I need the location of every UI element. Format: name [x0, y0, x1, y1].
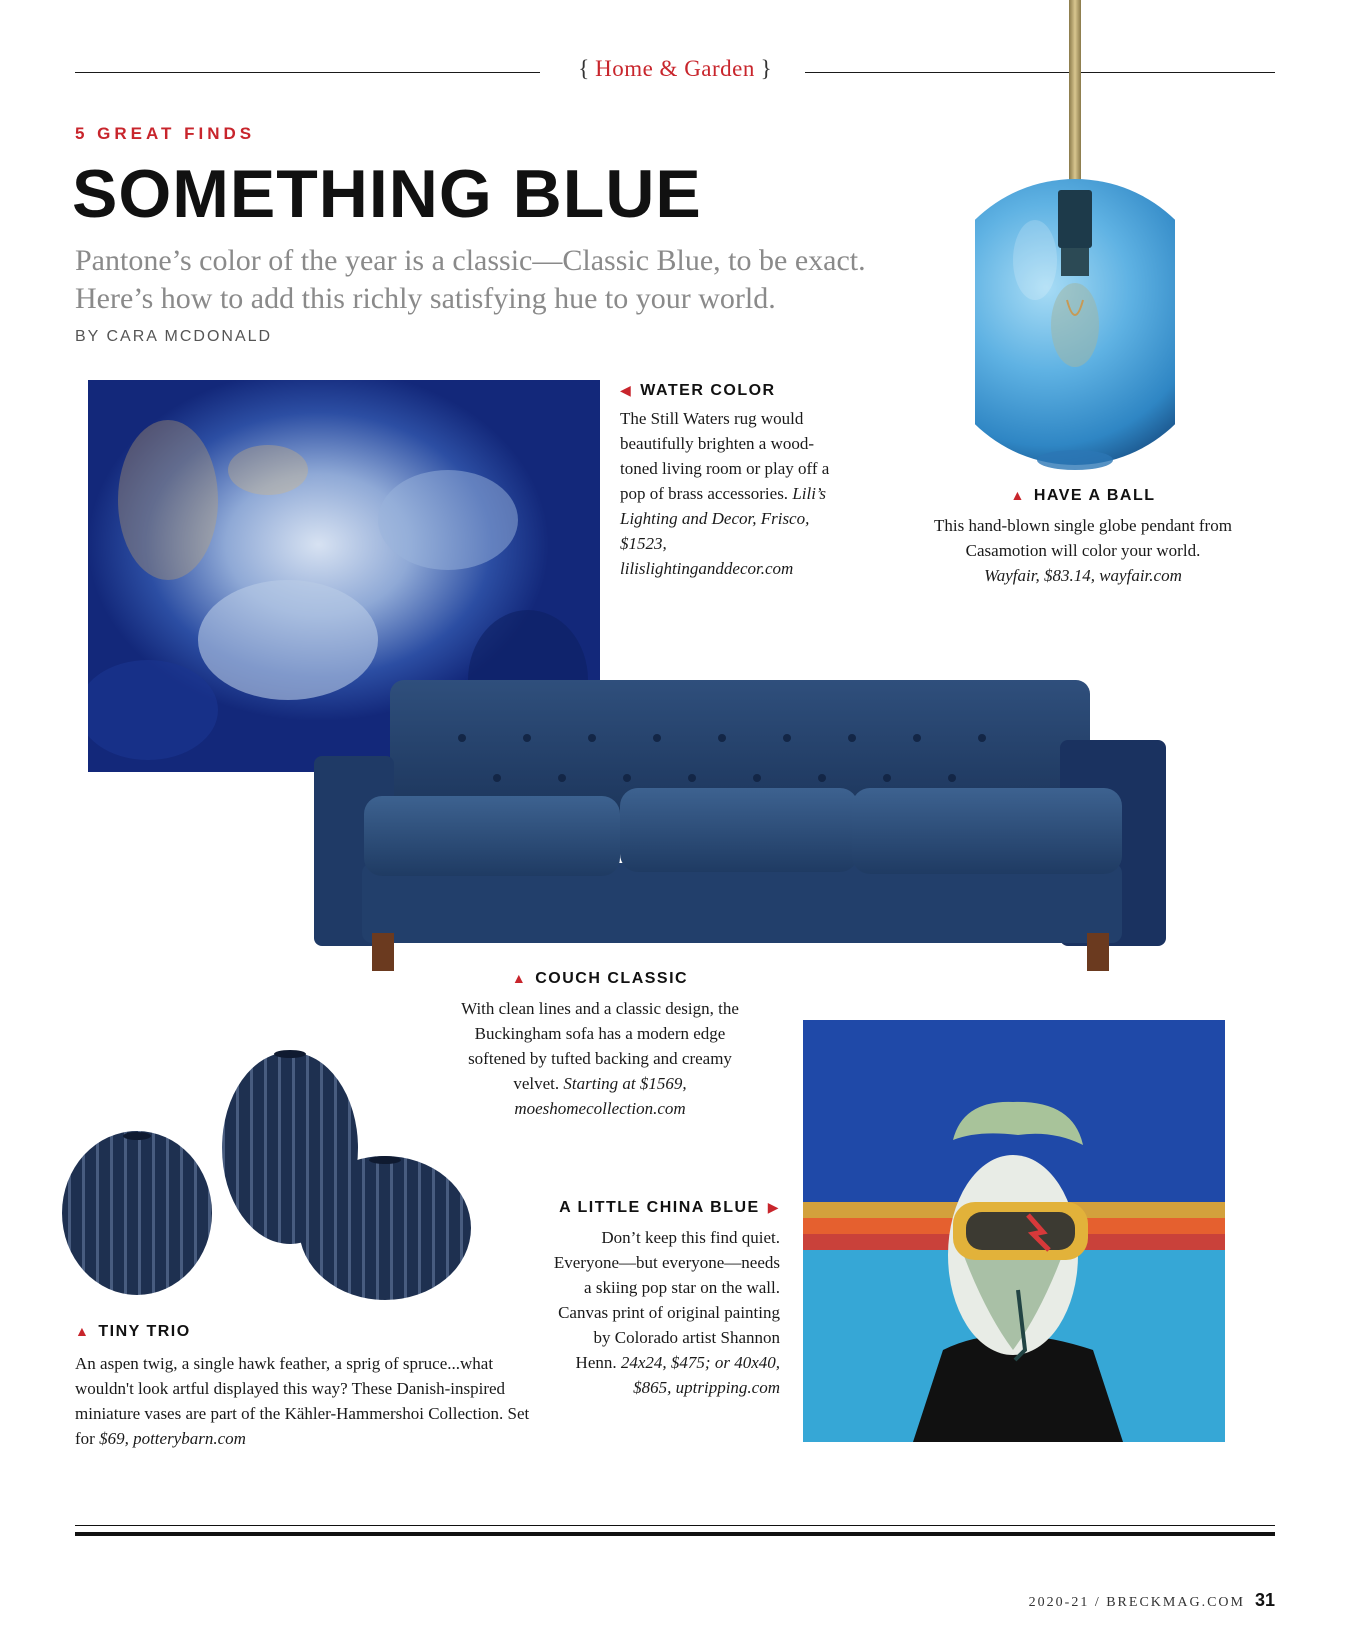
caption-credit: $69, potterybarn.com	[99, 1429, 246, 1448]
section-name: Home & Garden	[595, 56, 755, 81]
section-label	[560, 56, 790, 82]
arrow-up-icon: ▲	[1010, 487, 1026, 503]
caption-heading: ▲ TINY TRIO	[75, 1323, 191, 1340]
caption-couch-classic	[450, 970, 750, 1121]
caption-text: With clean lines and a classic design, the Buckingham sofa has a modern edge softened by tufted backing and creamy velvet.	[461, 999, 739, 1093]
caption-text: Don’t keep this find quiet. Everyone—but everyone—needs a skiing pop star on the wall. Canvas print of original painting by Colorado artist Shannon Henn.	[553, 1228, 780, 1372]
miniature-vases-image	[62, 1048, 474, 1300]
caption-text: An aspen twig, a single hawk feather, a sprig of spruce...what wouldn't look artful displayed this way? These Danish-inspired miniature vases are part of the Kähler-Hammershoi Collection. Set for	[75, 1354, 530, 1448]
caption-heading: ◀ WATER COLOR	[620, 382, 776, 399]
footer-rule-thin	[75, 1525, 1275, 1526]
caption-heading: ▲ COUCH CLASSIC	[511, 970, 689, 987]
buckingham-sofa-image	[312, 678, 1170, 974]
caption-body	[550, 1225, 780, 1400]
page-title: SOMETHING BLUE	[72, 156, 702, 232]
caption-have-a-ball	[928, 487, 1238, 588]
page-number: 31	[1254, 1590, 1275, 1610]
section-brace-close: }	[760, 56, 772, 81]
caption-heading: A LITTLE CHINA BLUE ▶	[559, 1199, 780, 1216]
caption-credit: Lili’s Lighting and Decor, Frisco, $1523, lilislightinganddecor.com	[620, 484, 827, 578]
arrow-right-icon: ▶	[767, 1199, 780, 1215]
caption-credit: Starting at $1569, moeshomecollection.com	[514, 1074, 687, 1118]
globe-pendant-image	[975, 0, 1175, 490]
caption-body	[620, 406, 835, 581]
caption-body	[450, 996, 750, 1121]
arrow-left-icon: ◀	[620, 382, 633, 398]
caption-credit: 24x24, $475; or 40x40, $865, uptripping.com	[620, 1353, 780, 1397]
header-rule-left	[75, 72, 540, 73]
caption-body	[928, 513, 1238, 588]
caption-tiny-trio	[75, 1323, 535, 1451]
caption-heading: ▲ HAVE A BALL	[1010, 487, 1156, 504]
byline: BY CARA MCDONALD	[75, 328, 273, 345]
pop-star-painting-image	[803, 1020, 1225, 1442]
arrow-up-icon: ▲	[511, 970, 528, 986]
kicker: 5 GREAT FINDS	[75, 124, 256, 143]
folio	[1029, 1590, 1275, 1611]
caption-text: This hand-blown single globe pendant from Casamotion will color your world.	[934, 516, 1232, 560]
caption-body	[75, 1351, 535, 1451]
issue-url: 2020-21 / BRECKMAG.COM	[1028, 1595, 1245, 1610]
section-brace-open: {	[578, 56, 590, 81]
caption-china-blue	[550, 1199, 780, 1400]
caption-water-color	[620, 382, 835, 581]
caption-credit: Wayfair, $83.14, wayfair.com	[984, 566, 1182, 585]
dek: Pantone’s color of the year is a classic—Classic Blue, to be exact. Here’s how to add this richly satisfying hue to your world.	[75, 244, 866, 315]
footer-rule-thick	[75, 1532, 1275, 1536]
caption-text: The Still Waters rug would beautifully brighten a wood-toned living room or play off a pop of brass accessories.	[620, 409, 830, 503]
arrow-up-icon: ▲	[75, 1323, 91, 1339]
